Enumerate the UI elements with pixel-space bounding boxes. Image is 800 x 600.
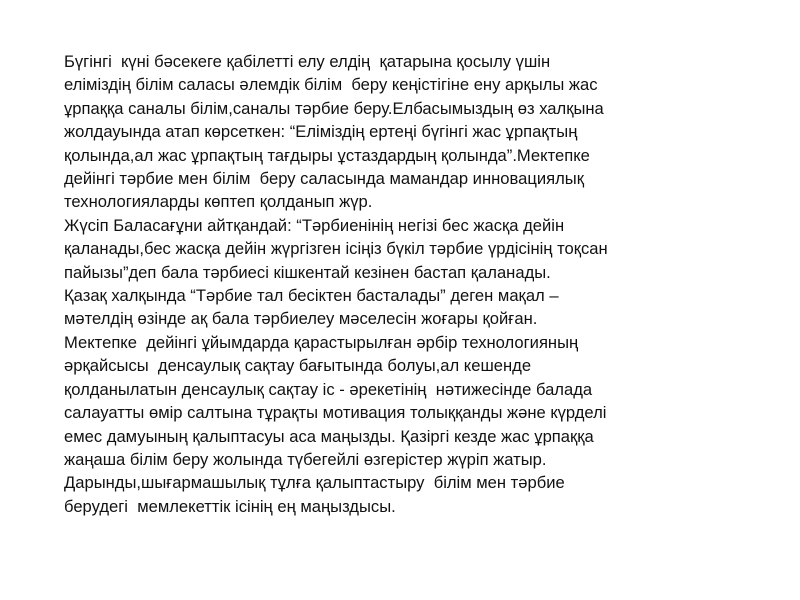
text-line: берудегі мемлекеттік ісінің ең маңыздысы. [64, 496, 396, 516]
text-line: салауатты өмір салтына тұрақты мотивация толыққанды және күрделі [64, 403, 607, 423]
text-line: дейінгі тәрбие мен білім беру саласында мамандар инновациялық [64, 169, 584, 189]
text-line: Дарынды,шығармашылық тұлға қалыптастыру білім мен тәрбие [64, 473, 565, 493]
text-line: технологияларды көптеп қолданып жүр. [64, 192, 373, 212]
text-line: қолында,ал жас ұрпақтың тағдыры ұстаздардың қолында”.Мектепке [64, 145, 590, 165]
text-line: Бүгінгі күні бәсекеге қабілетті елу елдің қатарына қосылу үшін [64, 52, 551, 71]
text-line: жолдауында атап көрсеткен: “Еліміздің ертеңі бүгінгі жас ұрпақтың [64, 122, 578, 142]
text-line: қаланады,бес жасқа дейін жүргізген ісіңіз бүкіл тәрбие үрдісінің тоқсан [64, 239, 608, 259]
text-line: емес дамуының қалыптасуы аса маңызды. Қазіргі кезде жас ұрпаққа [64, 426, 594, 446]
text-line: мәтелдің өзінде ақ бала тәрбиелеу мәселесін жоғары қойған. [64, 309, 538, 329]
text-line: әрқайсысы денсаулық сақтау бағытында болуы,ал кешенде [64, 356, 532, 376]
text-line: пайызы”деп бала тәрбиесі кішкентай кезінен бастап қаланады. [64, 262, 551, 282]
text-line: еліміздің білім саласы әлемдік білім беру кеңістігіне ену арқылы жас [64, 75, 598, 95]
text-line: Жүсіп Баласағұни айтқандай: “Тәрбиенінің негізі бес жасқа дейін [64, 215, 565, 235]
text-line: жаңаша білім беру жолында түбегейлі өзгерістер жүріп жатыр. [64, 449, 547, 469]
text-line: Мектепке дейінгі ұйымдарда қарастырылған әрбір технологияның [64, 332, 579, 352]
text-line: қолданылатын денсаулық сақтау іс - әрекетінің нәтижесінде балада [64, 379, 593, 399]
text-line: ұрпаққа саналы білім,саналы тәрбие беру.Елбасымыздың өз халқына [64, 98, 604, 118]
text-line: Қазақ халқында “Тәрбие тал бесіктен басталады” деген мақал – [64, 286, 559, 306]
body-text [64, 50, 724, 518]
